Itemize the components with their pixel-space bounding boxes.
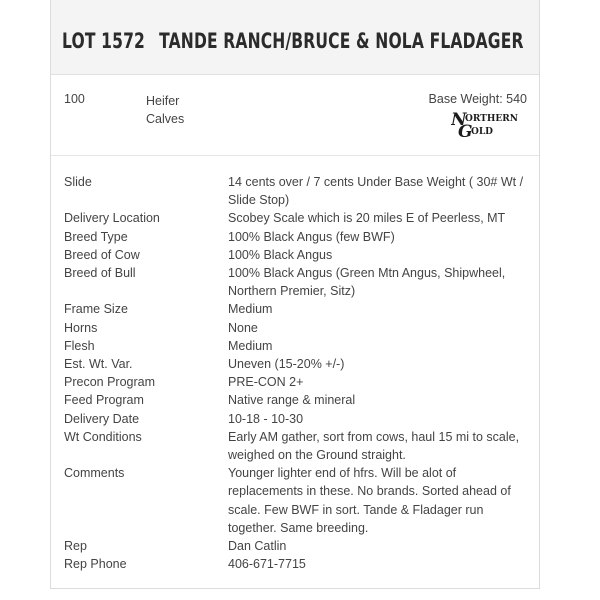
- detail-row: [51, 537, 539, 555]
- detail-value: 406-671-7715: [228, 557, 306, 572]
- detail-label: Rep: [64, 539, 87, 554]
- detail-value: 10-18 - 10-30: [228, 411, 304, 426]
- svg-text:OLD: OLD: [471, 127, 493, 137]
- cattle-type: Heifer Calves: [146, 94, 185, 126]
- detail-label: Breed Type: [64, 229, 128, 244]
- detail-label: Feed Program: [64, 393, 144, 408]
- lot-card: [50, 0, 540, 589]
- svg-text:N: N: [451, 110, 467, 130]
- detail-row: [51, 373, 539, 391]
- detail-row: [51, 555, 539, 573]
- detail-value: 100% Black Angus: [228, 247, 333, 262]
- seller-name: TANDE RANCH/BRUCE & NOLA FLADAGER: [159, 29, 524, 53]
- detail-value: Dan Catlin: [228, 539, 287, 554]
- detail-label: Horns: [64, 320, 98, 335]
- detail-value: 14 cents over / 7 cents Under Base Weight ( 30# Wt / Slide Stop): [228, 175, 524, 208]
- detail-value: 100% Black Angus (few BWF): [228, 229, 395, 244]
- detail-row: [51, 228, 539, 246]
- northern-gold-logo-icon: [451, 110, 527, 138]
- detail-value: 100% Black Angus (Green Mtn Angus, Shipwheel, Northern Premier, Sitz): [228, 266, 506, 299]
- detail-row: [51, 209, 539, 227]
- detail-value: Early AM gather, sort from cows, haul 15 mi to scale, weighed on the Ground straight.: [228, 429, 520, 463]
- detail-row: [51, 300, 539, 318]
- head-count: 100: [64, 92, 85, 106]
- lot-number: LOT 1572: [62, 29, 146, 53]
- lot-summary: [51, 75, 539, 156]
- detail-row: [51, 246, 539, 264]
- detail-label: Wt Conditions: [64, 429, 142, 444]
- detail-value: Native range & mineral: [228, 393, 356, 408]
- detail-row: [51, 391, 539, 409]
- detail-label: Slide: [64, 175, 92, 189]
- detail-label: Comments: [64, 466, 125, 481]
- detail-row: [51, 173, 539, 209]
- detail-label: Flesh: [64, 338, 95, 353]
- svg-text:G: G: [458, 122, 473, 138]
- detail-value: Uneven (15-20% +/-): [228, 357, 345, 372]
- base-weight: Base Weight: 540: [428, 92, 527, 106]
- detail-label: Breed of Cow: [64, 247, 140, 262]
- detail-value: PRE-CON 2+: [228, 375, 304, 390]
- detail-label: Breed of Bull: [64, 266, 136, 281]
- detail-label: Precon Program: [64, 375, 156, 390]
- lot-header: [51, 0, 539, 75]
- detail-value: Medium: [228, 302, 273, 317]
- detail-label: Est. Wt. Var.: [64, 357, 133, 372]
- detail-value: Scobey Scale which is 20 miles E of Peerless, MT: [228, 211, 506, 226]
- detail-row: [51, 428, 539, 464]
- detail-row: [51, 264, 539, 300]
- detail-row: [51, 319, 539, 337]
- detail-row: [51, 464, 539, 537]
- detail-label: Delivery Date: [64, 411, 140, 426]
- detail-row: [51, 337, 539, 355]
- detail-label: Delivery Location: [64, 211, 160, 226]
- detail-value: Medium: [228, 338, 273, 353]
- detail-label: Frame Size: [64, 302, 128, 317]
- detail-value: None: [228, 320, 258, 335]
- detail-row: [51, 355, 539, 373]
- detail-label: Rep Phone: [64, 557, 127, 572]
- detail-row: [51, 410, 539, 428]
- detail-value: Younger lighter end of hfrs. Will be alot of replacements in these. No brands. Sorted ahead of scale. Few BWF in sort. Tande & Fladager run together. Same breeding.: [228, 466, 511, 535]
- lot-details: [51, 173, 539, 573]
- svg-text:ORTHERN: ORTHERN: [465, 114, 518, 124]
